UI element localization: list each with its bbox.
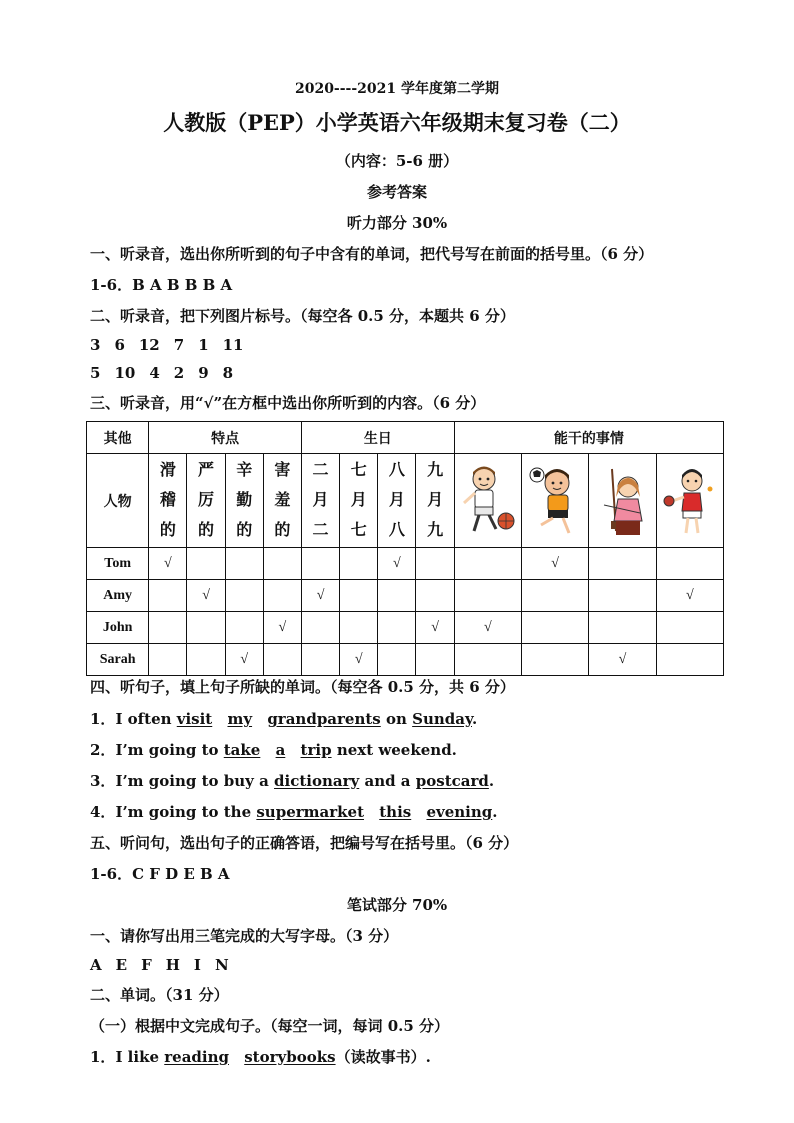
table-row <box>87 548 724 580</box>
answer-number: 8 <box>222 364 234 382</box>
item-number: 3． <box>90 772 116 790</box>
answer-cell <box>656 612 723 644</box>
school-year: 2020----2021 学年度第二学期 <box>294 81 500 97</box>
answer-label: 参考答案 <box>366 183 427 201</box>
page-title: 人教版（PEP）小学英语六年级期末复习卷（二） <box>163 110 631 135</box>
listening-q2-row2 <box>90 364 247 382</box>
person-name: John <box>87 612 149 644</box>
check-mark-cell: √ <box>589 644 656 676</box>
boy-basketball-icon <box>456 459 520 543</box>
answer-cell <box>589 612 656 644</box>
header-person: 人物 <box>87 454 149 548</box>
header-feature: 特点 <box>149 422 302 454</box>
sentence-text: next weekend. <box>336 741 457 759</box>
answer-blank: supermarket <box>256 803 365 821</box>
answer-blank: reading <box>164 1048 229 1066</box>
listening-q2-row1 <box>90 336 258 354</box>
written-q2-title: 二、单词。（31 分） <box>90 986 229 1004</box>
answer-blank: visit <box>176 710 213 728</box>
sentence-text: . <box>492 803 498 821</box>
answer-blank: take <box>223 741 261 759</box>
answer-blank: my <box>227 710 253 728</box>
table-row <box>87 612 724 644</box>
item-number: 4． <box>90 803 116 821</box>
check-mark-cell: √ <box>521 548 588 580</box>
item-number: 1． <box>90 1048 116 1066</box>
answer-cell <box>454 548 521 580</box>
answer-cell <box>589 548 656 580</box>
person-name: Amy <box>87 580 149 612</box>
person-name: Tom <box>87 548 149 580</box>
answer-number: 6 <box>114 336 125 354</box>
answer-blank: dictionary <box>274 772 360 790</box>
ability-cell <box>656 454 723 548</box>
answer-cell <box>149 580 187 612</box>
header-birthday: 生日 <box>301 422 454 454</box>
content-scope: （内容：5-6 册） <box>335 152 459 170</box>
answer-cell <box>378 580 416 612</box>
listening-q3-title: 三、听录音，用“√”在方框中选出你所听到的内容。（6 分） <box>90 394 486 412</box>
answer-cell <box>263 548 301 580</box>
answer-blank: grandparents <box>267 710 381 728</box>
sentence-text: I’m going to <box>115 741 219 759</box>
answer-letter: N <box>214 956 229 974</box>
birthday-jul-7: 七 月 七 <box>340 454 378 548</box>
written-q1-title: 一、请你写出用三笔完成的大写字母。（3 分） <box>90 927 399 945</box>
answer-table <box>86 421 724 676</box>
written-q2-sentence-1 <box>90 1046 431 1067</box>
answer-blank: a <box>275 741 286 759</box>
answer-cell <box>187 548 225 580</box>
check-mark-cell: √ <box>263 612 301 644</box>
item-number: 2． <box>90 741 116 759</box>
listening-q4-title: 四、听句子，填上句子所缺的单词。（每空各 0.5 分，共 6 分） <box>90 678 515 696</box>
feature-strict: 严 厉 的 <box>187 454 225 548</box>
answer-cell <box>521 644 588 676</box>
answer-cell <box>521 580 588 612</box>
check-mark-cell: √ <box>225 644 263 676</box>
listening-q2-title: 二、听录音，把下列图片标号。（每空各 0.5 分，本题共 6 分） <box>90 307 515 325</box>
birthday-sep-9: 九 月 九 <box>416 454 454 548</box>
answer-cell <box>263 644 301 676</box>
sentence-text: I’m going to buy a <box>115 772 269 790</box>
check-mark-cell: √ <box>340 644 378 676</box>
answer-blank: storybooks <box>244 1048 336 1066</box>
answer-number: 4 <box>149 364 160 382</box>
girl-pingpong-icon <box>658 459 722 543</box>
answer-number: 11 <box>222 336 244 354</box>
answer-blank: trip <box>300 741 332 759</box>
answer-cell <box>378 644 416 676</box>
answer-cell <box>454 580 521 612</box>
answer-cell <box>378 612 416 644</box>
answer-letter: I <box>193 956 201 974</box>
answer-number: 1 <box>198 336 209 354</box>
ability-cell <box>454 454 521 548</box>
listening-q1-answer: 1-6．B A B B B A <box>90 276 233 294</box>
sentence-text: and a <box>364 772 411 790</box>
answer-cell <box>416 644 454 676</box>
answer-cell <box>301 548 339 580</box>
check-mark-cell: √ <box>656 580 723 612</box>
q4-sentence-2 <box>90 739 457 760</box>
answer-cell <box>340 580 378 612</box>
sentence-text: . <box>488 772 495 790</box>
header-other: 其他 <box>87 422 149 454</box>
answer-cell <box>656 644 723 676</box>
answer-cell <box>521 612 588 644</box>
ability-cell <box>589 454 656 548</box>
answer-cell <box>149 612 187 644</box>
answer-cell <box>263 580 301 612</box>
answer-cell <box>340 612 378 644</box>
check-mark-cell: √ <box>301 580 339 612</box>
q4-sentence-3 <box>90 770 494 791</box>
check-mark-cell: √ <box>378 548 416 580</box>
answer-cell <box>225 580 263 612</box>
answer-blank: evening <box>426 803 493 821</box>
sentence-text: on <box>385 710 407 728</box>
listening-section-title: 听力部分 30% <box>346 214 448 232</box>
birthday-aug-8: 八 月 八 <box>378 454 416 548</box>
answer-cell <box>454 644 521 676</box>
check-mark-cell: √ <box>416 612 454 644</box>
answer-number: 2 <box>173 364 185 382</box>
answer-cell <box>416 580 454 612</box>
answer-cell <box>301 644 339 676</box>
q4-sentence-4 <box>90 801 498 822</box>
answer-cell <box>225 612 263 644</box>
answer-number: 7 <box>173 336 185 354</box>
q4-sentence-1 <box>90 708 477 729</box>
sentence-text: （读故事书）. <box>335 1048 431 1066</box>
header-ability: 能干的事情 <box>454 422 723 454</box>
answer-letter: A <box>90 956 102 974</box>
table-row <box>87 644 724 676</box>
feature-shy: 害 羞 的 <box>263 454 301 548</box>
table-row <box>87 580 724 612</box>
answer-cell <box>187 612 225 644</box>
boy-soccer-icon <box>523 459 587 543</box>
answer-cell <box>589 580 656 612</box>
answer-cell <box>416 548 454 580</box>
written-section-title: 笔试部分 70% <box>346 896 448 914</box>
listening-q5-answer: 1-6．C F D E B A <box>90 865 230 883</box>
answer-cell <box>149 644 187 676</box>
answer-cell <box>340 548 378 580</box>
written-q1-answer <box>90 956 243 974</box>
feature-funny: 滑 稽 的 <box>149 454 187 548</box>
answer-blank: postcard <box>415 772 489 790</box>
answer-number: 10 <box>114 364 136 382</box>
answer-cell <box>187 644 225 676</box>
answer-cell <box>656 548 723 580</box>
person-name: Sarah <box>87 644 149 676</box>
answer-cell <box>301 612 339 644</box>
check-mark-cell: √ <box>187 580 225 612</box>
answer-blank: Sunday <box>412 710 472 728</box>
girl-erhu-icon <box>590 459 654 543</box>
answer-number: 12 <box>138 336 160 354</box>
answer-letter: E <box>115 956 128 974</box>
listening-q1-title: 一、听录音，选出你所听到的句子中含有的单词，把代号写在前面的括号里。（6 分） <box>90 245 654 263</box>
sentence-text: I like <box>115 1048 160 1066</box>
check-mark-cell: √ <box>149 548 187 580</box>
check-mark-cell: √ <box>454 612 521 644</box>
listening-q5-title: 五、听问句，选出句子的正确答语，把编号写在括号里。（6 分） <box>90 834 519 852</box>
answer-letter: F <box>141 956 152 974</box>
answer-letter: H <box>165 956 180 974</box>
answer-number: 3 <box>90 336 101 354</box>
answer-number: 9 <box>198 364 209 382</box>
birthday-feb-2: 二 月 二 <box>301 454 339 548</box>
answer-number: 5 <box>90 364 101 382</box>
written-q2-subtitle: （一）根据中文完成句子。（每空一词，每词 0.5 分） <box>90 1017 450 1035</box>
answer-cell <box>225 548 263 580</box>
feature-hardworking: 辛 勤 的 <box>225 454 263 548</box>
ability-cell <box>521 454 588 548</box>
sentence-text: I’m going to the <box>115 803 252 821</box>
answer-blank: this <box>379 803 412 821</box>
item-number: 1． <box>90 710 116 728</box>
sentence-text: I often <box>115 710 172 728</box>
sentence-text: . <box>472 710 478 728</box>
